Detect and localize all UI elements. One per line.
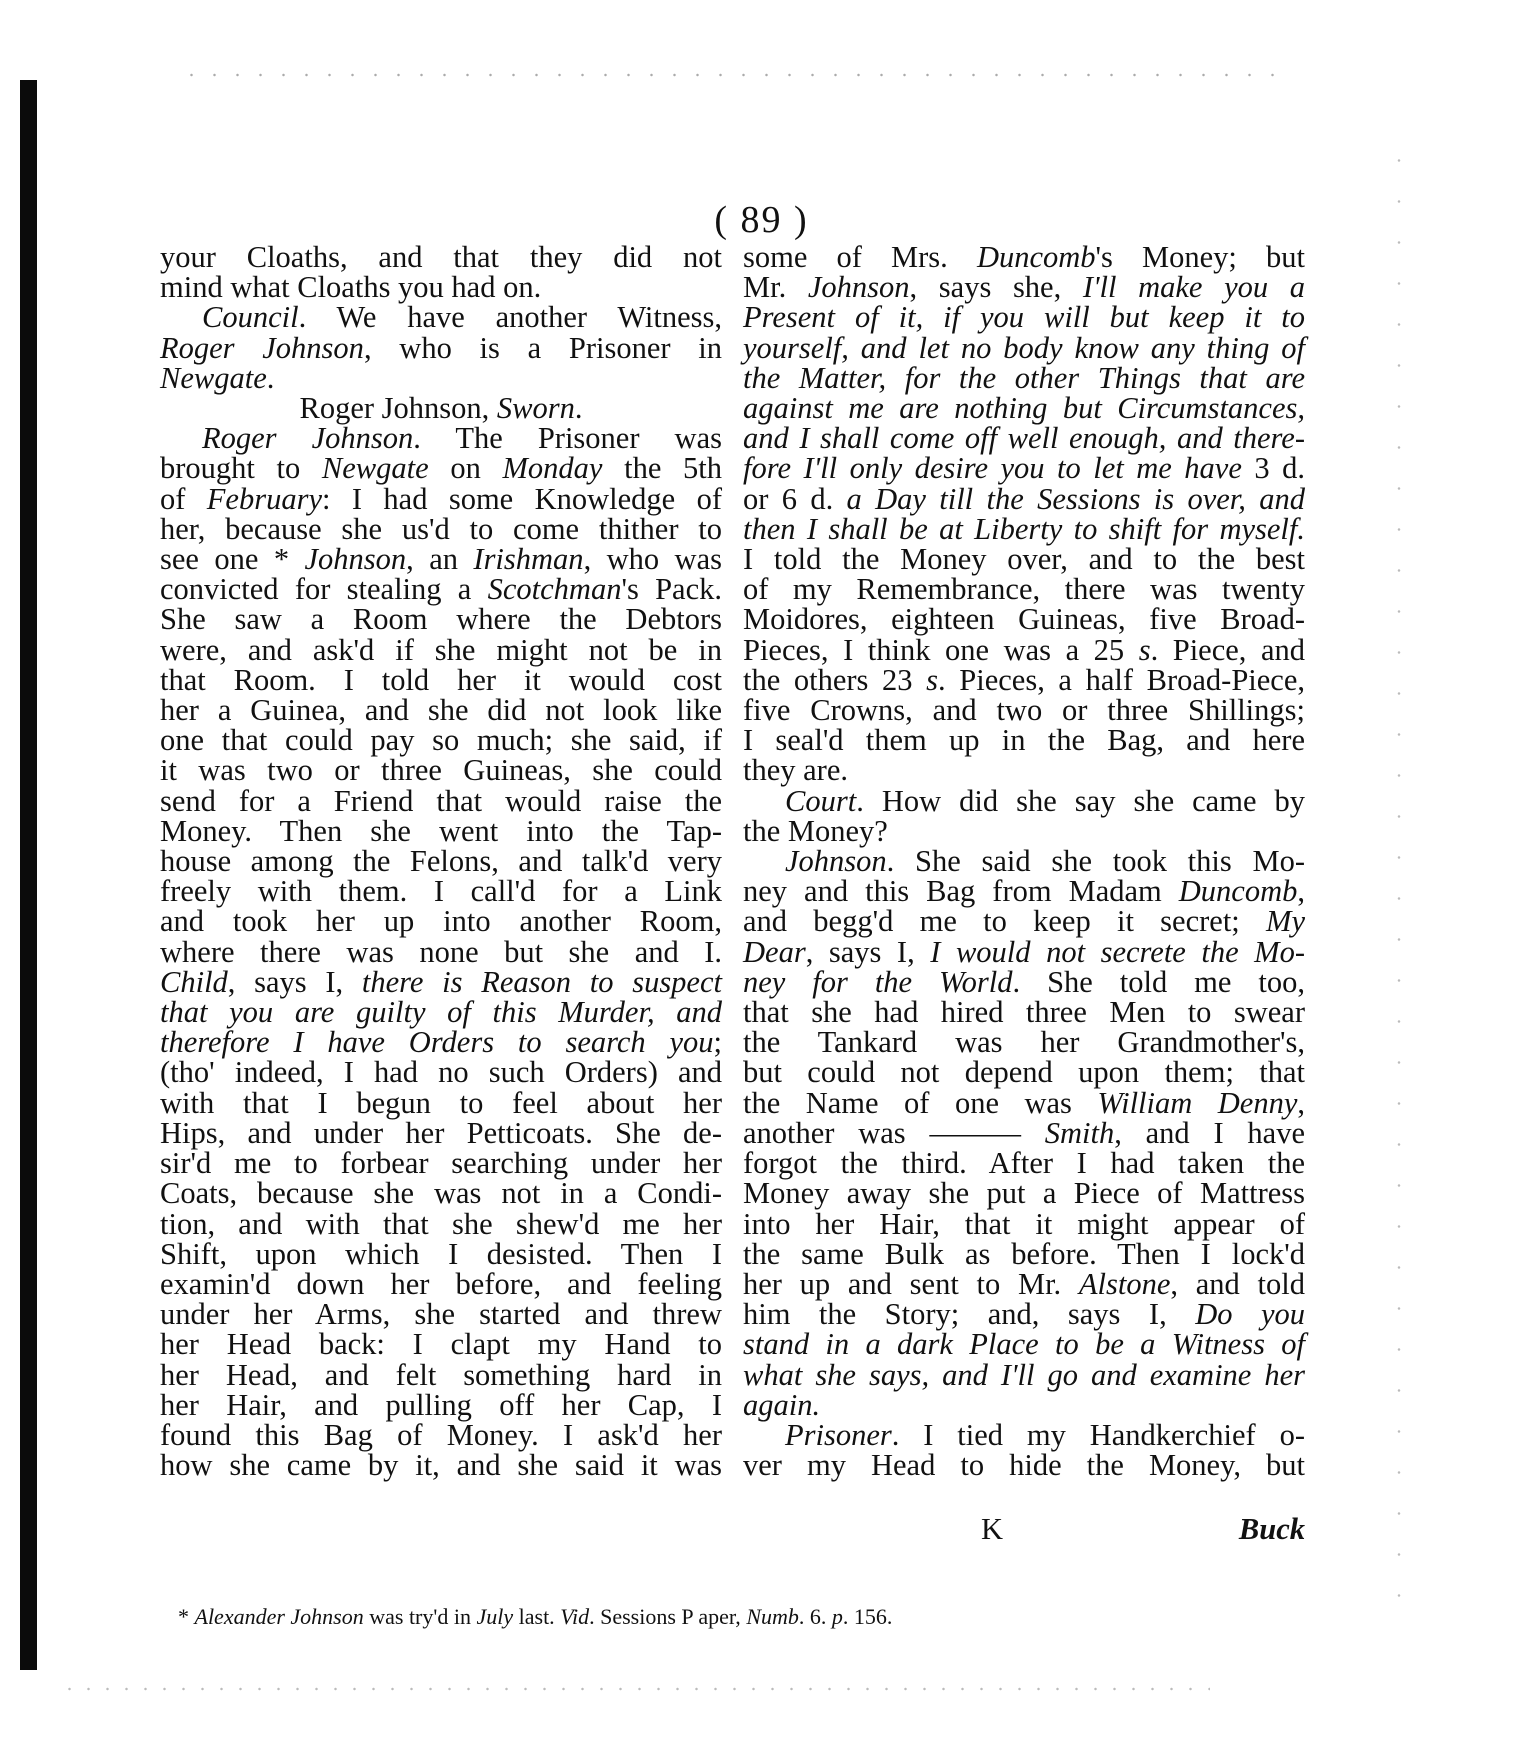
text-run: and I shall come off well enough, and there- xyxy=(743,421,1305,456)
text-run: Newgate xyxy=(160,360,267,395)
text-line xyxy=(160,904,722,939)
text-run: and took her up into another Room, xyxy=(160,904,722,939)
text-run: Johnson xyxy=(785,844,887,879)
text-run: and begg'd me to keep it secret; xyxy=(743,904,1267,939)
text-run: the 5th xyxy=(602,451,722,486)
text-run: * xyxy=(178,1604,195,1629)
text-run: Child xyxy=(160,964,228,999)
text-run: . xyxy=(266,360,275,395)
text-line xyxy=(743,1417,1305,1452)
text-line xyxy=(743,1327,1305,1362)
text-run: under her Arms, she started and threw xyxy=(160,1297,722,1332)
text-run: William Denny xyxy=(1097,1085,1298,1120)
text-line xyxy=(743,270,1306,305)
text-line xyxy=(160,481,722,516)
text-line xyxy=(160,1448,722,1483)
text-run: s xyxy=(1138,632,1151,667)
text-line xyxy=(160,1327,722,1362)
text-run: Council xyxy=(202,300,299,335)
text-run: the Name of one was xyxy=(743,1085,1098,1120)
text-line xyxy=(160,451,722,486)
text-run: . Piece, and xyxy=(1150,632,1305,667)
text-run: , who is a Prisoner in xyxy=(363,330,722,365)
text-line xyxy=(160,723,722,758)
text-run: Duncomb xyxy=(1178,874,1298,909)
text-line xyxy=(743,300,1305,335)
text-line xyxy=(160,1025,722,1060)
text-run: I would not secrete the Mo- xyxy=(930,934,1305,969)
text-run: Johnson xyxy=(807,270,910,305)
text-run: , xyxy=(1297,1085,1305,1120)
text-run: She saw a Room where the Debtors xyxy=(160,602,722,637)
text-run: another was ——— xyxy=(743,1115,1045,1150)
text-run: ver my Head to hide the Money, but xyxy=(743,1448,1305,1483)
text-run: , says she, xyxy=(909,270,1083,305)
text-run: Prisoner xyxy=(785,1417,892,1452)
text-line xyxy=(743,242,1305,272)
text-run: her Hair, and pulling off her Cap, I xyxy=(160,1387,722,1422)
text-line xyxy=(160,1297,722,1332)
text-line xyxy=(160,1176,722,1211)
text-line xyxy=(160,662,722,697)
text-run: the Tankard was her Grandmother's, xyxy=(743,1025,1305,1060)
text-run: Scotchman xyxy=(487,572,622,607)
text-run: s xyxy=(926,662,939,697)
text-line xyxy=(160,813,722,848)
text-run: against me are nothing but Circumstances, xyxy=(743,391,1305,426)
text-run: 's Money; but xyxy=(1095,240,1305,274)
signature-mark: K xyxy=(981,1512,1004,1546)
text-line xyxy=(743,330,1305,365)
text-line xyxy=(160,1266,722,1301)
text-run: freely with them. I call'd for a Link xyxy=(160,874,722,909)
text-line xyxy=(743,1055,1305,1090)
text-run: . 156. xyxy=(842,1604,893,1629)
text-line xyxy=(743,1236,1305,1271)
text-run: , an xyxy=(406,542,474,577)
text-run: again. xyxy=(743,1387,821,1422)
text-run: Coats, because she was not in a Condi- xyxy=(160,1176,722,1211)
text-run: Money. Then she went into the Tap- xyxy=(160,813,722,848)
text-line xyxy=(160,572,723,607)
text-run: forgot the third. After I had taken the xyxy=(743,1146,1305,1181)
text-line xyxy=(160,511,722,546)
text-run: , and I have xyxy=(1114,1115,1305,1150)
text-run: what she says, and I'll go and examine her xyxy=(743,1357,1305,1392)
text-run: Johnson xyxy=(304,542,407,577)
text-run: send for a Friend that would raise the xyxy=(160,783,722,818)
text-run: yourself, and let no body know any thing of xyxy=(743,330,1305,365)
scan-noise-right xyxy=(1395,140,1403,1600)
text-line xyxy=(160,1387,722,1422)
text-run: Moidores, eighteen Guineas, five Broad- xyxy=(743,602,1305,637)
text-run: some of Mrs. xyxy=(743,240,977,274)
text-run: . xyxy=(574,391,583,426)
text-run: Sworn xyxy=(496,391,575,426)
text-line xyxy=(160,1206,722,1241)
text-line xyxy=(160,693,722,728)
text-line xyxy=(160,874,722,909)
text-line xyxy=(160,542,722,577)
text-run: . Pieces, a half Broad-Piece, xyxy=(938,662,1305,697)
text-run: her, because she us'd to come thither to xyxy=(160,511,722,546)
text-run: mind what Cloaths you had on. xyxy=(160,270,542,305)
text-line xyxy=(743,693,1305,728)
catchword: Buck xyxy=(1238,1512,1305,1546)
text-run: 's Pack. xyxy=(621,572,723,607)
text-run: the same Bulk as before. Then I lock'd xyxy=(743,1236,1305,1271)
text-line xyxy=(743,753,1305,788)
text-run: Alexander Johnson xyxy=(194,1604,364,1629)
text-line xyxy=(743,632,1305,667)
text-line xyxy=(743,1266,1305,1301)
text-line xyxy=(160,1115,722,1150)
text-run: sir'd me to forbear searching under her xyxy=(160,1146,722,1181)
text-run: Do you xyxy=(1195,1297,1305,1332)
text-run: Money away she put a Piece of Mattress xyxy=(743,1176,1305,1211)
text-line xyxy=(160,391,722,426)
text-run: that she had hired three Men to swear xyxy=(743,995,1305,1030)
text-run: I'll make you a xyxy=(1082,270,1306,305)
text-line xyxy=(743,451,1306,486)
text-line xyxy=(160,995,722,1030)
text-run: her up and sent to Mr. xyxy=(743,1266,1079,1301)
text-run: stand in a dark Place to be a Witness of xyxy=(743,1327,1305,1362)
text-line xyxy=(743,391,1305,426)
text-line xyxy=(160,934,722,969)
text-line xyxy=(160,360,722,395)
text-line xyxy=(743,934,1305,969)
text-run: Monday xyxy=(502,451,603,486)
text-run: Present of it, if you will but keep it to xyxy=(743,300,1305,335)
text-run: that you are guilty of this Murder, and xyxy=(160,995,722,1030)
text-run: Shift, upon which I desisted. Then I xyxy=(160,1236,722,1271)
text-run: there is Reason to suspect xyxy=(361,964,722,999)
text-run: , says I, xyxy=(227,964,362,999)
text-line xyxy=(743,481,1305,516)
text-line xyxy=(160,753,722,788)
text-run: with that I begun to feel about her xyxy=(160,1085,722,1120)
text-run: or 6 d. xyxy=(743,481,847,516)
text-run: Roger Johnson xyxy=(202,421,414,456)
text-run: last. xyxy=(513,1604,561,1629)
text-run: her Head, and felt something hard in xyxy=(160,1357,722,1392)
text-run: Dear xyxy=(743,934,806,969)
text-line xyxy=(160,1146,722,1181)
text-line xyxy=(743,1448,1305,1483)
text-run: Numb xyxy=(746,1604,799,1629)
text-run: her a Guinea, and she did not look like xyxy=(160,693,722,728)
text-line xyxy=(160,242,722,272)
text-line xyxy=(160,270,722,305)
text-line xyxy=(743,1115,1305,1150)
text-line xyxy=(160,1085,722,1120)
text-run: . We have another Witness, xyxy=(298,300,722,335)
text-run: it was two or three Guineas, she could xyxy=(160,753,722,788)
text-run: was try'd in xyxy=(363,1604,477,1629)
text-run: Irishman xyxy=(473,542,584,577)
text-run: a Day till the Sessions is over, and xyxy=(846,481,1305,516)
text-run: tion, and with that she shew'd me her xyxy=(160,1206,722,1241)
text-run: 3 d. xyxy=(1241,451,1306,486)
text-run: Alstone xyxy=(1078,1266,1171,1301)
text-run: Duncomb xyxy=(976,240,1096,274)
text-run: Roger Johnson, xyxy=(299,391,497,426)
text-line xyxy=(160,602,722,637)
text-run: July xyxy=(476,1604,514,1629)
text-line xyxy=(743,874,1305,909)
text-run: February xyxy=(206,481,322,516)
text-run: Vid xyxy=(560,1604,590,1629)
binding-edge-shadow xyxy=(20,80,37,1670)
text-line xyxy=(160,844,722,879)
text-run: found this Bag of Money. I ask'd her xyxy=(160,1417,722,1452)
text-line xyxy=(160,1417,722,1452)
text-line xyxy=(160,964,722,999)
text-run: . 6. xyxy=(798,1604,832,1629)
text-run: that Room. I told her it would cost xyxy=(160,662,722,697)
text-run: ney for the World xyxy=(743,964,1013,999)
text-run: . The Prisoner was xyxy=(413,421,722,456)
text-run: Newgate xyxy=(321,451,429,486)
text-line xyxy=(743,964,1305,999)
text-run: Hips, and under her Petticoats. She de- xyxy=(160,1115,722,1150)
text-run: into her Hair, that it might appear of xyxy=(743,1206,1305,1241)
text-line xyxy=(743,904,1305,939)
text-run: . She said she took this Mo- xyxy=(886,844,1305,879)
text-line xyxy=(160,330,722,365)
text-run: see one * xyxy=(160,542,305,577)
text-line xyxy=(743,995,1305,1030)
text-line xyxy=(743,572,1305,607)
text-run: therefore I have Orders to search you xyxy=(160,1025,714,1060)
text-run: five Crowns, and two or three Shillings; xyxy=(743,693,1305,728)
text-run: the Matter, for the other Things that are xyxy=(743,360,1305,395)
text-run: on xyxy=(428,451,503,486)
footnote xyxy=(178,1604,1178,1630)
text-line xyxy=(160,300,722,335)
text-line xyxy=(743,1176,1305,1211)
text-line xyxy=(160,1357,722,1392)
text-line xyxy=(743,723,1305,758)
page-number: ( 89 ) xyxy=(714,199,809,241)
text-line xyxy=(160,1055,722,1090)
text-run: Roger Johnson xyxy=(160,330,364,365)
text-run: one that could pay so much; she said, if xyxy=(160,723,722,758)
text-run: ney and this Bag from Madam xyxy=(743,874,1179,909)
text-line xyxy=(743,1387,1305,1422)
text-line xyxy=(743,511,1305,546)
text-line xyxy=(743,602,1305,637)
text-line xyxy=(743,421,1305,456)
text-line xyxy=(160,783,722,818)
text-run: , who was xyxy=(583,542,722,577)
text-run: . I tied my Handkerchief o- xyxy=(891,1417,1305,1452)
text-line xyxy=(743,1357,1305,1392)
text-run: , says I, xyxy=(805,934,931,969)
text-run: brought to xyxy=(160,451,322,486)
text-run: ; xyxy=(713,1025,722,1060)
right-column xyxy=(743,240,1306,1483)
text-line xyxy=(160,421,722,456)
text-run: Pieces, I think one was a 25 xyxy=(743,632,1139,667)
text-line xyxy=(743,1297,1305,1332)
text-run: him the Story; and, says I, xyxy=(743,1297,1196,1332)
text-run: convicted for stealing a xyxy=(160,572,488,607)
text-run: house among the Felons, and talk'd very xyxy=(160,844,722,879)
text-run: how she came by it, and she said it was xyxy=(160,1448,722,1483)
text-run: were, and ask'd if she might not be in xyxy=(160,632,722,667)
text-run: My xyxy=(1266,904,1305,939)
text-run: the Money? xyxy=(743,813,888,848)
text-run: Court xyxy=(785,783,857,818)
text-line xyxy=(160,1236,722,1271)
text-line xyxy=(743,844,1305,879)
text-line xyxy=(743,1025,1305,1060)
text-run: I seal'd them up in the Bag, and here xyxy=(743,723,1305,758)
text-run: they are. xyxy=(743,753,848,788)
text-run: fore I'll only desire you to let me have xyxy=(743,451,1242,486)
text-line xyxy=(743,662,1305,697)
text-run: I told the Money over, and to the best xyxy=(743,542,1305,577)
left-column xyxy=(160,240,723,1483)
text-run: Mr. xyxy=(743,270,808,305)
text-run: then I shall be at Liberty to shift for myself. xyxy=(743,511,1305,546)
text-run: your Cloaths, and that they did not xyxy=(160,240,722,274)
text-line xyxy=(160,632,722,667)
text-run: but could not depend upon them; that xyxy=(743,1055,1305,1090)
text-run: . Sessions P aper, xyxy=(589,1604,747,1629)
text-run: examin'd down her before, and feeling xyxy=(160,1266,722,1301)
text-run: Smith xyxy=(1044,1115,1115,1150)
text-run: p xyxy=(831,1604,843,1629)
text-run: of xyxy=(160,481,207,516)
text-run: the others 23 xyxy=(743,662,927,697)
text-line xyxy=(743,542,1305,577)
scan-noise-bottom xyxy=(60,1686,1210,1692)
text-run: , and told xyxy=(1170,1266,1305,1301)
text-run: . She told me too, xyxy=(1012,964,1305,999)
text-run: . How did she say she came by xyxy=(856,783,1305,818)
text-run: , xyxy=(1297,874,1305,909)
text-line xyxy=(743,1206,1305,1241)
text-line xyxy=(743,360,1305,395)
text-run: of my Remembrance, there was twenty xyxy=(743,572,1305,607)
text-run: her Head back: I clapt my Hand to xyxy=(160,1327,722,1362)
text-line xyxy=(743,783,1305,818)
scan-noise-top xyxy=(180,72,1280,78)
text-line xyxy=(743,813,1305,848)
text-line xyxy=(743,1146,1305,1181)
text-run: (tho' indeed, I had no such Orders) and xyxy=(160,1055,722,1090)
text-line xyxy=(743,1085,1305,1120)
text-run: where there was none but she and I. xyxy=(160,934,722,969)
text-run: : I had some Knowledge of xyxy=(322,481,722,516)
